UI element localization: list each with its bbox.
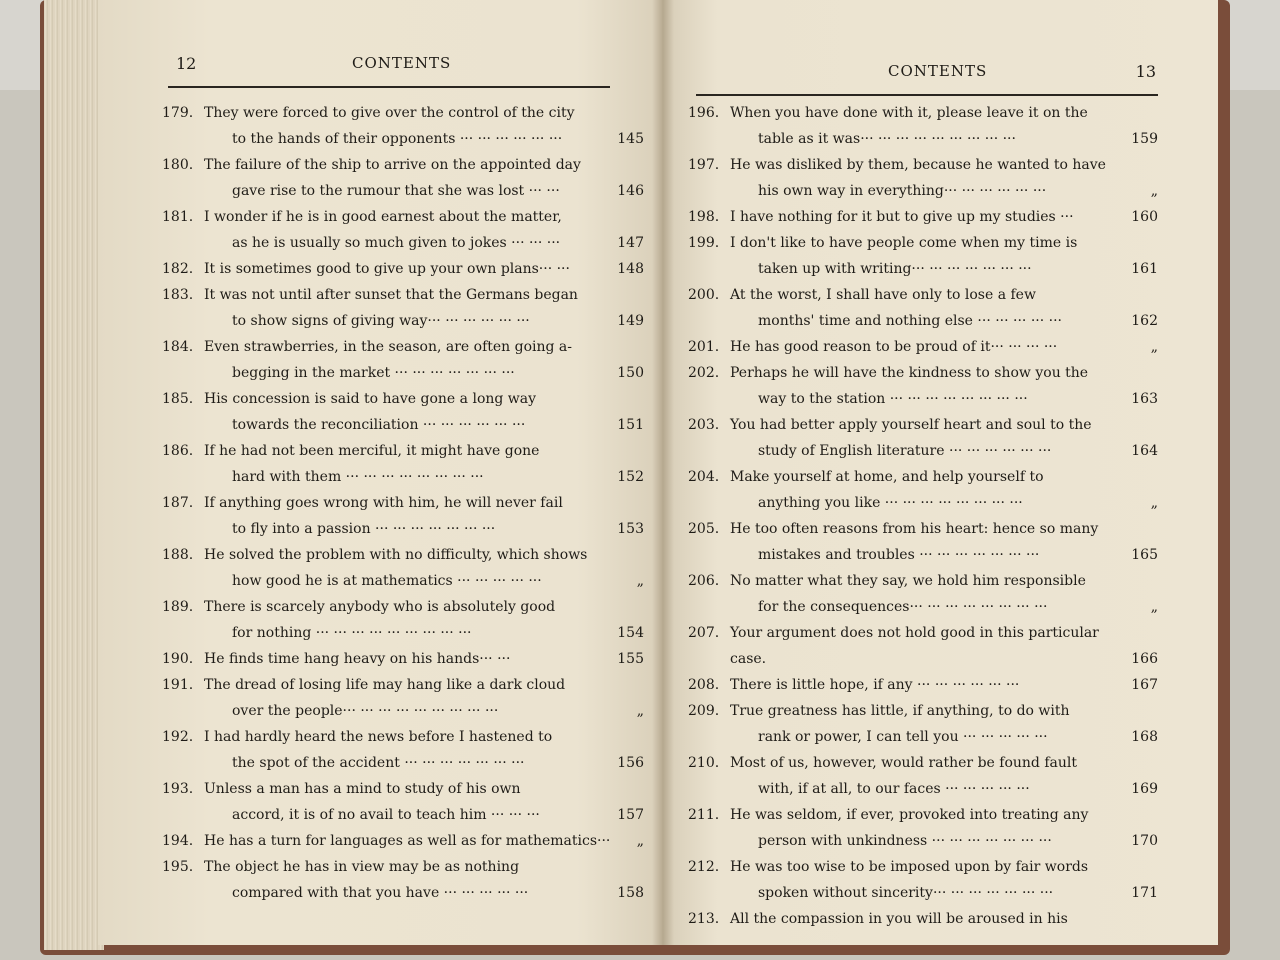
page-number: 13 <box>1135 62 1156 81</box>
entry-page-number: 159 <box>1131 131 1158 147</box>
contents-entry <box>688 412 1158 464</box>
entry-text-continued: to fly into a passion ··· ··· ··· ··· ··· ··· ··· <box>232 521 496 537</box>
entry-page-number: 166 <box>1131 651 1158 667</box>
contents-entry <box>688 672 1158 698</box>
entry-page-number: 151 <box>617 417 644 433</box>
entry-number: 203. <box>688 417 720 433</box>
contents-entry <box>162 594 644 646</box>
entry-number: 204. <box>688 469 720 485</box>
entry-text: Perhaps he will have the kindness to show you the <box>730 365 1089 381</box>
entry-text: I had hardly heard the news before I hastened to <box>204 729 553 745</box>
page-title: CONTENTS <box>352 54 452 72</box>
entry-page-number: 152 <box>617 469 644 485</box>
contents-entry <box>688 360 1158 412</box>
contents-entry <box>162 776 644 828</box>
entry-page-number: „ <box>1150 339 1158 355</box>
entry-number: 195. <box>162 859 194 875</box>
entry-text-continued: with, if at all, to our faces ··· ··· ··· ··· ··· <box>758 781 1030 797</box>
entry-text: No matter what they say, we hold him responsible <box>730 573 1086 589</box>
entry-number: 186. <box>162 443 194 459</box>
contents-entry <box>162 152 644 204</box>
entry-text: When you have done with it, please leave it on the <box>730 105 1088 121</box>
contents-entry <box>688 698 1158 750</box>
entry-text: His concession is said to have gone a long way <box>204 391 537 407</box>
contents-entry <box>162 854 644 906</box>
contents-entry <box>162 282 644 334</box>
entry-number: 190. <box>162 651 194 667</box>
entry-page-number: 149 <box>617 313 644 329</box>
contents-entry <box>688 516 1158 568</box>
entry-text-continued: to the hands of their opponents ··· ··· ··· ··· ··· ··· <box>232 131 563 147</box>
entry-number: 198. <box>688 209 720 225</box>
entry-text-continued: accord, it is of no avail to teach him ··· ··· ··· <box>232 807 540 823</box>
entry-number: 179. <box>162 105 194 121</box>
entry-text: He was seldom, if ever, provoked into treating any <box>730 807 1089 823</box>
entry-number: 200. <box>688 287 720 303</box>
entry-text: You had better apply yourself heart and soul to the <box>730 417 1092 433</box>
entry-number: 201. <box>688 339 720 355</box>
contents-entry <box>688 204 1158 230</box>
entry-page-number: 164 <box>1131 443 1158 459</box>
entry-text-continued: as he is usually so much given to jokes ··· ··· ··· <box>232 235 561 251</box>
page-title: CONTENTS <box>888 62 988 80</box>
entry-text: He has a turn for languages as well as for mathematics··· <box>204 833 611 849</box>
entry-text-continued: mistakes and troubles ··· ··· ··· ··· ··· ··· ··· <box>758 547 1040 563</box>
entry-text: At the worst, I shall have only to lose a few <box>730 287 1036 303</box>
entry-page-number: 148 <box>617 261 644 277</box>
entry-number: 208. <box>688 677 720 693</box>
entry-text: Make yourself at home, and help yourself to <box>730 469 1044 485</box>
right-page <box>662 0 1218 945</box>
entry-text-continued: begging in the market ··· ··· ··· ··· ··· ··· ··· <box>232 365 515 381</box>
entry-text-continued: rank or power, I can tell you ··· ··· ··· ··· ··· <box>758 729 1048 745</box>
entry-page-number: 169 <box>1131 781 1158 797</box>
right-page-header <box>696 58 1158 96</box>
entry-page-number: 168 <box>1131 729 1158 745</box>
entry-page-number: „ <box>1150 599 1158 615</box>
entry-number: 191. <box>162 677 194 693</box>
entry-number: 192. <box>162 729 194 745</box>
entry-text-continued: for the consequences··· ··· ··· ··· ··· ··· ··· ··· <box>758 599 1048 615</box>
entry-text: Even strawberries, in the season, are often going a- <box>204 339 572 355</box>
entry-page-number: 165 <box>1131 547 1158 563</box>
entry-text-continued: to show signs of giving way··· ··· ··· ··· ··· ··· <box>232 313 530 329</box>
entry-text: There is scarcely anybody who is absolutely good <box>204 599 556 615</box>
entry-text: He was disliked by them, because he wanted to have <box>730 157 1106 173</box>
contents-entry <box>162 490 644 542</box>
entry-text: He was too wise to be imposed upon by fair words <box>730 859 1089 875</box>
entry-number: 184. <box>162 339 194 355</box>
entry-page-number: 162 <box>1131 313 1158 329</box>
contents-entry <box>688 750 1158 802</box>
left-page <box>98 0 662 945</box>
entry-text: Unless a man has a mind to study of his own <box>204 781 521 797</box>
entry-number: 205. <box>688 521 720 537</box>
entry-number: 196. <box>688 105 720 121</box>
entry-number: 193. <box>162 781 194 797</box>
entry-number: 211. <box>688 807 720 823</box>
entry-text-continued: for nothing ··· ··· ··· ··· ··· ··· ··· ··· ··· <box>232 625 472 641</box>
entry-page-number: „ <box>636 573 644 589</box>
entry-text: Most of us, however, would rather be found fault <box>730 755 1077 771</box>
entry-text: I wonder if he is in good earnest about the matter, <box>204 209 562 225</box>
entry-text: Your argument does not hold good in this particular case. <box>730 625 1099 667</box>
entry-text-continued: how good he is at mathematics ··· ··· ··· ··· ··· <box>232 573 542 589</box>
entry-text-continued: anything you like ··· ··· ··· ··· ··· ··· ··· ··· <box>758 495 1023 511</box>
entry-text: I don't like to have people come when my time is <box>730 235 1078 251</box>
entry-text: True greatness has little, if anything, to do with <box>730 703 1070 719</box>
entry-page-number: 154 <box>617 625 644 641</box>
book-gutter <box>652 0 674 945</box>
entry-text-continued: taken up with writing··· ··· ··· ··· ··· ··· ··· <box>758 261 1032 277</box>
entry-text: It is sometimes good to give up your own plans··· ··· <box>204 261 570 277</box>
entry-page-number: 147 <box>617 235 644 251</box>
entry-number: 202. <box>688 365 720 381</box>
contents-entry <box>688 334 1158 360</box>
entry-page-number: 157 <box>617 807 644 823</box>
entry-number: 194. <box>162 833 194 849</box>
contents-list <box>688 100 1158 932</box>
entry-text: The failure of the ship to arrive on the appointed day <box>204 157 581 173</box>
contents-entry <box>162 204 644 256</box>
contents-entry <box>162 334 644 386</box>
entry-page-number: „ <box>1150 495 1158 511</box>
entry-number: 199. <box>688 235 720 251</box>
entry-number: 210. <box>688 755 720 771</box>
entry-text-continued: gave rise to the rumour that she was lost ··· ··· <box>232 183 560 199</box>
contents-entry <box>162 438 644 490</box>
entry-text-continued: the spot of the accident ··· ··· ··· ··· ··· ··· ··· <box>232 755 525 771</box>
entry-number: 213. <box>688 911 720 927</box>
entry-number: 187. <box>162 495 194 511</box>
contents-entry <box>162 542 644 594</box>
entry-page-number: 171 <box>1131 885 1158 901</box>
entry-page-number: 153 <box>617 521 644 537</box>
contents-entry <box>688 282 1158 334</box>
entry-number: 189. <box>162 599 194 615</box>
contents-entry <box>688 802 1158 854</box>
entry-number: 181. <box>162 209 194 225</box>
contents-entry <box>688 906 1158 932</box>
page-number: 12 <box>176 54 197 73</box>
entry-text-continued: towards the reconciliation ··· ··· ··· ··· ··· ··· <box>232 417 526 433</box>
entry-text: The dread of losing life may hang like a dark cloud <box>204 677 566 693</box>
entry-page-number: 156 <box>617 755 644 771</box>
entry-number: 185. <box>162 391 194 407</box>
entry-text: It was not until after sunset that the Germans began <box>204 287 578 303</box>
entry-page-number: 161 <box>1131 261 1158 277</box>
entry-text-continued: study of English literature ··· ··· ··· ··· ··· ··· <box>758 443 1052 459</box>
entry-number: 209. <box>688 703 720 719</box>
entry-page-number: „ <box>636 703 644 719</box>
contents-entry <box>688 464 1158 516</box>
entry-text: He has good reason to be proud of it··· ··· ··· ··· <box>730 339 1058 355</box>
entry-text: The object he has in view may be as nothing <box>204 859 520 875</box>
entry-page-number: 160 <box>1131 209 1158 225</box>
entry-text: If he had not been merciful, it might have gone <box>204 443 540 459</box>
entry-text-continued: months' time and nothing else ··· ··· ··· ··· ··· <box>758 313 1062 329</box>
entry-text-continued: compared with that you have ··· ··· ··· ··· ··· <box>232 885 529 901</box>
entry-text: There is little hope, if any ··· ··· ··· ··· ··· ··· <box>730 677 1020 693</box>
entry-text-continued: over the people··· ··· ··· ··· ··· ··· ··· ··· ··· <box>232 703 499 719</box>
contents-entry <box>162 100 644 152</box>
entry-page-number: 146 <box>617 183 644 199</box>
contents-entry <box>688 230 1158 282</box>
contents-entry <box>162 256 644 282</box>
page-edges <box>44 0 104 950</box>
contents-entry <box>162 386 644 438</box>
entry-text: They were forced to give over the control of the city <box>204 105 575 121</box>
entry-text-continued: person with unkindness ··· ··· ··· ··· ··· ··· ··· <box>758 833 1052 849</box>
contents-list <box>162 100 644 906</box>
entry-text-continued: spoken without sincerity··· ··· ··· ··· ··· ··· ··· <box>758 885 1054 901</box>
entry-page-number: 167 <box>1131 677 1158 693</box>
contents-entry <box>688 854 1158 906</box>
entry-page-number: „ <box>636 833 644 849</box>
contents-entry <box>162 672 644 724</box>
entry-number: 180. <box>162 157 194 173</box>
entry-number: 206. <box>688 573 720 589</box>
entry-page-number: 158 <box>617 885 644 901</box>
entry-number: 212. <box>688 859 720 875</box>
entry-text: I have nothing for it but to give up my studies ··· <box>730 209 1074 225</box>
entry-page-number: 170 <box>1131 833 1158 849</box>
entry-text-continued: hard with them ··· ··· ··· ··· ··· ··· ··· ··· <box>232 469 484 485</box>
contents-entry <box>162 646 644 672</box>
entry-number: 207. <box>688 625 720 641</box>
contents-entry <box>688 100 1158 152</box>
entry-number: 183. <box>162 287 194 303</box>
entry-page-number: 145 <box>617 131 644 147</box>
contents-entry <box>688 152 1158 204</box>
entry-text-continued: his own way in everything··· ··· ··· ··· ··· ··· <box>758 183 1047 199</box>
contents-entry <box>162 724 644 776</box>
contents-entry <box>688 568 1158 620</box>
entry-text-continued: way to the station ··· ··· ··· ··· ··· ··· ··· ··· <box>758 391 1028 407</box>
entry-number: 188. <box>162 547 194 563</box>
contents-entry <box>162 828 644 854</box>
entry-page-number: 155 <box>617 651 644 667</box>
entry-page-number: 163 <box>1131 391 1158 407</box>
entry-text: He finds time hang heavy on his hands··· ··· <box>204 651 511 667</box>
left-page-header <box>168 50 610 88</box>
entry-text: If anything goes wrong with him, he will never fail <box>204 495 563 511</box>
entry-text: He solved the problem with no difficulty, which shows <box>204 547 588 563</box>
entry-page-number: „ <box>1150 183 1158 199</box>
entry-text-continued: table as it was··· ··· ··· ··· ··· ··· ··· ··· ··· <box>758 131 1016 147</box>
entry-text: He too often reasons from his heart: hence so many <box>730 521 1099 537</box>
entry-number: 182. <box>162 261 194 277</box>
entry-text: All the compassion in you will be aroused in his <box>730 911 1068 927</box>
entry-page-number: 150 <box>617 365 644 381</box>
contents-entry <box>688 620 1158 672</box>
entry-number: 197. <box>688 157 720 173</box>
